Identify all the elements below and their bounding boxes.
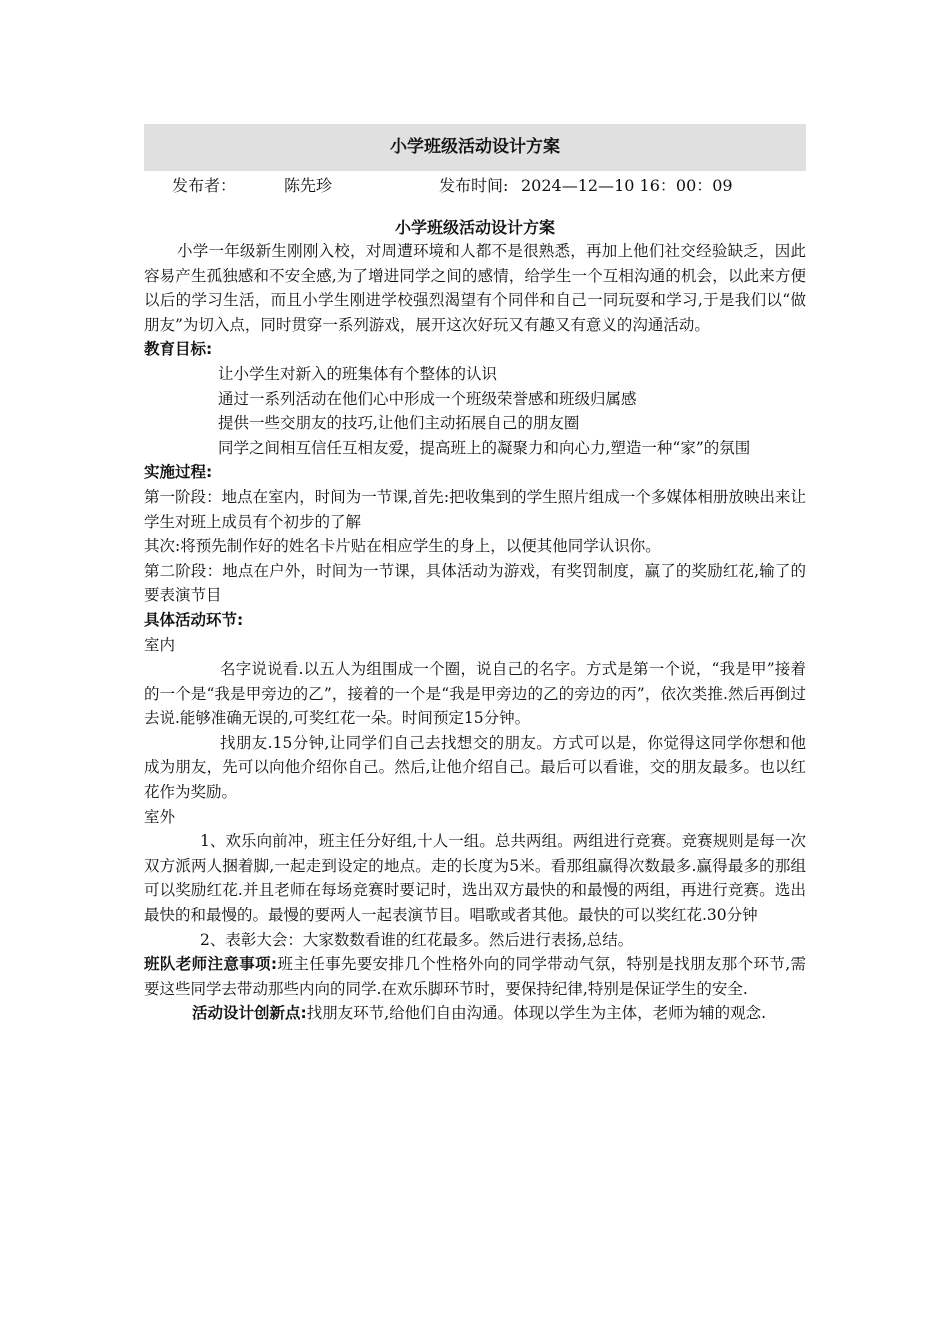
goals-heading: 教育目标: — [144, 340, 213, 359]
innovation-paragraph — [144, 1001, 806, 1026]
goal-item: 同学之间相互信任互相友爱，提高班上的凝聚力和向心力,塑造一种“家”的氛围 — [218, 438, 751, 457]
notes-label: 班队老师注意事项: — [144, 955, 278, 974]
publisher-label: 发布者： — [172, 176, 237, 195]
outdoor-activity: 2、表彰大会：大家数数看谁的红花最多。然后进行表扬,总结。 — [200, 930, 634, 949]
innovation-label: 活动设计创新点: — [192, 1004, 307, 1023]
goal-item: 通过一系列活动在他们心中形成一个班级荣誉感和班级归属感 — [218, 389, 637, 408]
publish-time: 2024—12—10 16：00：09 — [521, 176, 733, 195]
process-stage-1: 第一阶段：地点在室内，时间为一节课,首先:把收集到的学生照片组成一个多媒体相册放映出来让学生对班上成员有个初步的了解 — [144, 487, 806, 531]
notes-paragraph — [144, 952, 806, 1001]
goal-item: 提供一些交朋友的技巧,让他们主动拓展自己的朋友圈 — [218, 414, 580, 433]
outdoor-activity: 1、欢乐向前冲，班主任分好组,十人一组。总共两组。两组进行竞赛。竞赛规则是每一次双方派两人捆着脚,一起走到设定的地点。走的长度为5米。看那组赢得次数最多.赢得最多的那组可以奖励红花.并且老师在每场竞赛时要记时，选出双方最快的和最慢的两组，再进行竞赛。选出最快的和最慢的。最慢的要两人一起表演节目。唱歌或者其他。最快的可以奖红花.30分钟 — [144, 832, 806, 925]
process-heading: 实施过程: — [144, 463, 213, 482]
process-next: 其次:将预先制作好的姓名卡片贴在相应学生的身上，以便其他同学认识你。 — [144, 537, 661, 556]
meta-line — [144, 171, 806, 201]
activities-heading: 具体活动环节: — [144, 610, 244, 629]
process-stage-2: 第二阶段：地点在户外，时间为一节课，具体活动为游戏，有奖罚制度，赢了的奖励红花,输了的要表演节目 — [144, 561, 806, 605]
indoor-label: 室内 — [144, 635, 176, 654]
doc-title: 小学班级活动设计方案 — [394, 218, 555, 237]
goal-item: 让小学生对新入的班集体有个整体的认识 — [218, 364, 498, 383]
outdoor-label: 室外 — [144, 807, 176, 826]
innovation-text: 找朋友环节,给他们自由沟通。体现以学生为主体，老师为辅的观念. — [306, 1004, 767, 1023]
indoor-activity: 找朋友.15分钟,让同学们自己去找想交的朋友。方式可以是，你觉得这同学你想和他成为朋友，先可以向他介绍你自己。然后,让他介绍自己。最后可以看谁，交的朋友最多。也以红花作为奖励。 — [144, 733, 806, 802]
notes-text: 班主任事先要安排几个性格外向的同学带动气氛，特别是找朋友那个环节,需要这些同学去带动那些内向的同学.在欢乐脚环节时，要保持纪律,特别是保证学生的安全. — [144, 955, 806, 998]
document-page — [144, 124, 806, 1026]
indoor-activity: 名字说说看.以五人为组围成一个圈，说自己的名字。方式是第一个说，“我是甲”接着的一个是“我是甲旁边的乙”，接着的一个是“我是甲旁边的乙的旁边的丙”，依次类推.然后再倒过去说.能够准确无误的,可奖红花一朵。时间预定15分钟。 — [144, 660, 806, 728]
time-label: 发布时间: — [439, 176, 509, 195]
intro-paragraph: 小学一年级新生刚刚入校，对周遭环境和人都不是很熟悉，再加上他们社交经验缺乏，因此容易产生孤独感和不安全感,为了增进同学之间的感情，给学生一个互相沟通的机会，以此来方便以后的学习生活，而且小学生刚进学校强烈渴望有个同伴和自己一同玩耍和学习,于是我们以“做朋友”为切入点，同时贯穿一系列游戏，展开这次好玩又有趣又有意义的沟通活动。 — [144, 242, 806, 334]
header-title: 小学班级活动设计方案 — [144, 124, 806, 171]
publisher-name: 陈先珍 — [284, 176, 333, 195]
